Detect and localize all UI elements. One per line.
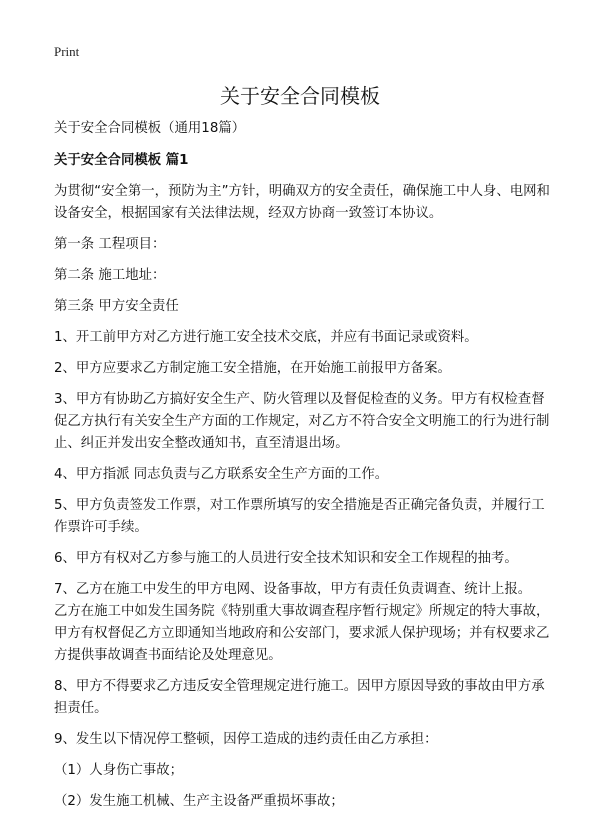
paragraph-item-3: 3、甲方有协助乙方搞好安全生产、防火管理以及督促检查的义务。甲方有权检查督促乙方执行有关安全生产方面的工作规定，对乙方不符合安全文明施工的行为进行制止、纠正并发出安全整改通知书，直至清退出场。 — [54, 392, 550, 451]
document-title: 关于安全合同模板 — [220, 84, 380, 108]
paragraph-item-8: 8、甲方不得要求乙方违反安全管理规定进行施工。因甲方原因导致的事故由甲方承担责任。 — [54, 679, 545, 716]
paragraph-subitem-1: （1）人身伤亡事故； — [54, 763, 184, 778]
paragraph-item-9: 9、发生以下情况停工整顿，因停工造成的违约责任由乙方承担： — [54, 732, 438, 747]
paragraph-item-7-continued: 乙方在施工中如发生国务院《特别重大事故调查程序暂行规定》所规定的特大事故，甲方有权督促乙方立即通知当地政府和公安部门，要求派人保护现场；并有权要求乙方提供事故调查书面结论及处理意见。 — [54, 604, 550, 663]
paragraph-article-2: 第二条 施工地址： — [54, 268, 166, 283]
paragraph-article-3: 第三条 甲方安全责任 — [54, 299, 179, 314]
paragraph-item-7: 7、乙方在施工中发生的甲方电网、设备事故，甲方有责任负责调查、统计上报。 — [54, 582, 532, 597]
paragraph-intro: 为贯彻“安全第一，预防为主”方针，明确双方的安全责任，确保施工中人身、电网和设备安全，根据国家有关法律法规，经双方协商一致签订本协议。 — [54, 184, 550, 221]
document-subtitle: 关于安全合同模板（通用18篇） — [54, 121, 246, 136]
paragraph-subitem-2: （2）发生施工机械、生产主设备严重损坏事故； — [54, 794, 344, 809]
paragraph-item-1: 1、开工前甲方对乙方进行施工安全技术交底，并应有书面记录或资料。 — [54, 330, 478, 345]
paragraph-item-4: 4、甲方指派 同志负责与乙方联系安全生产方面的工作。 — [54, 467, 389, 482]
paragraph-article-1: 第一条 工程项目： — [54, 237, 166, 252]
section-heading: 关于安全合同模板 篇1 — [54, 153, 189, 168]
print-label: Print — [54, 44, 80, 59]
document-body — [54, 118, 554, 822]
paragraph-item-6: 6、甲方有权对乙方参与施工的人员进行安全技术知识和安全工作规程的抽考。 — [54, 551, 518, 566]
paragraph-item-2: 2、甲方应要求乙方制定施工安全措施，在开始施工前报甲方备案。 — [54, 361, 451, 376]
paragraph-item-5: 5、甲方负责签发工作票，对工作票所填写的安全措施是否正确完备负责，并履行工作票许可手续。 — [54, 498, 545, 535]
